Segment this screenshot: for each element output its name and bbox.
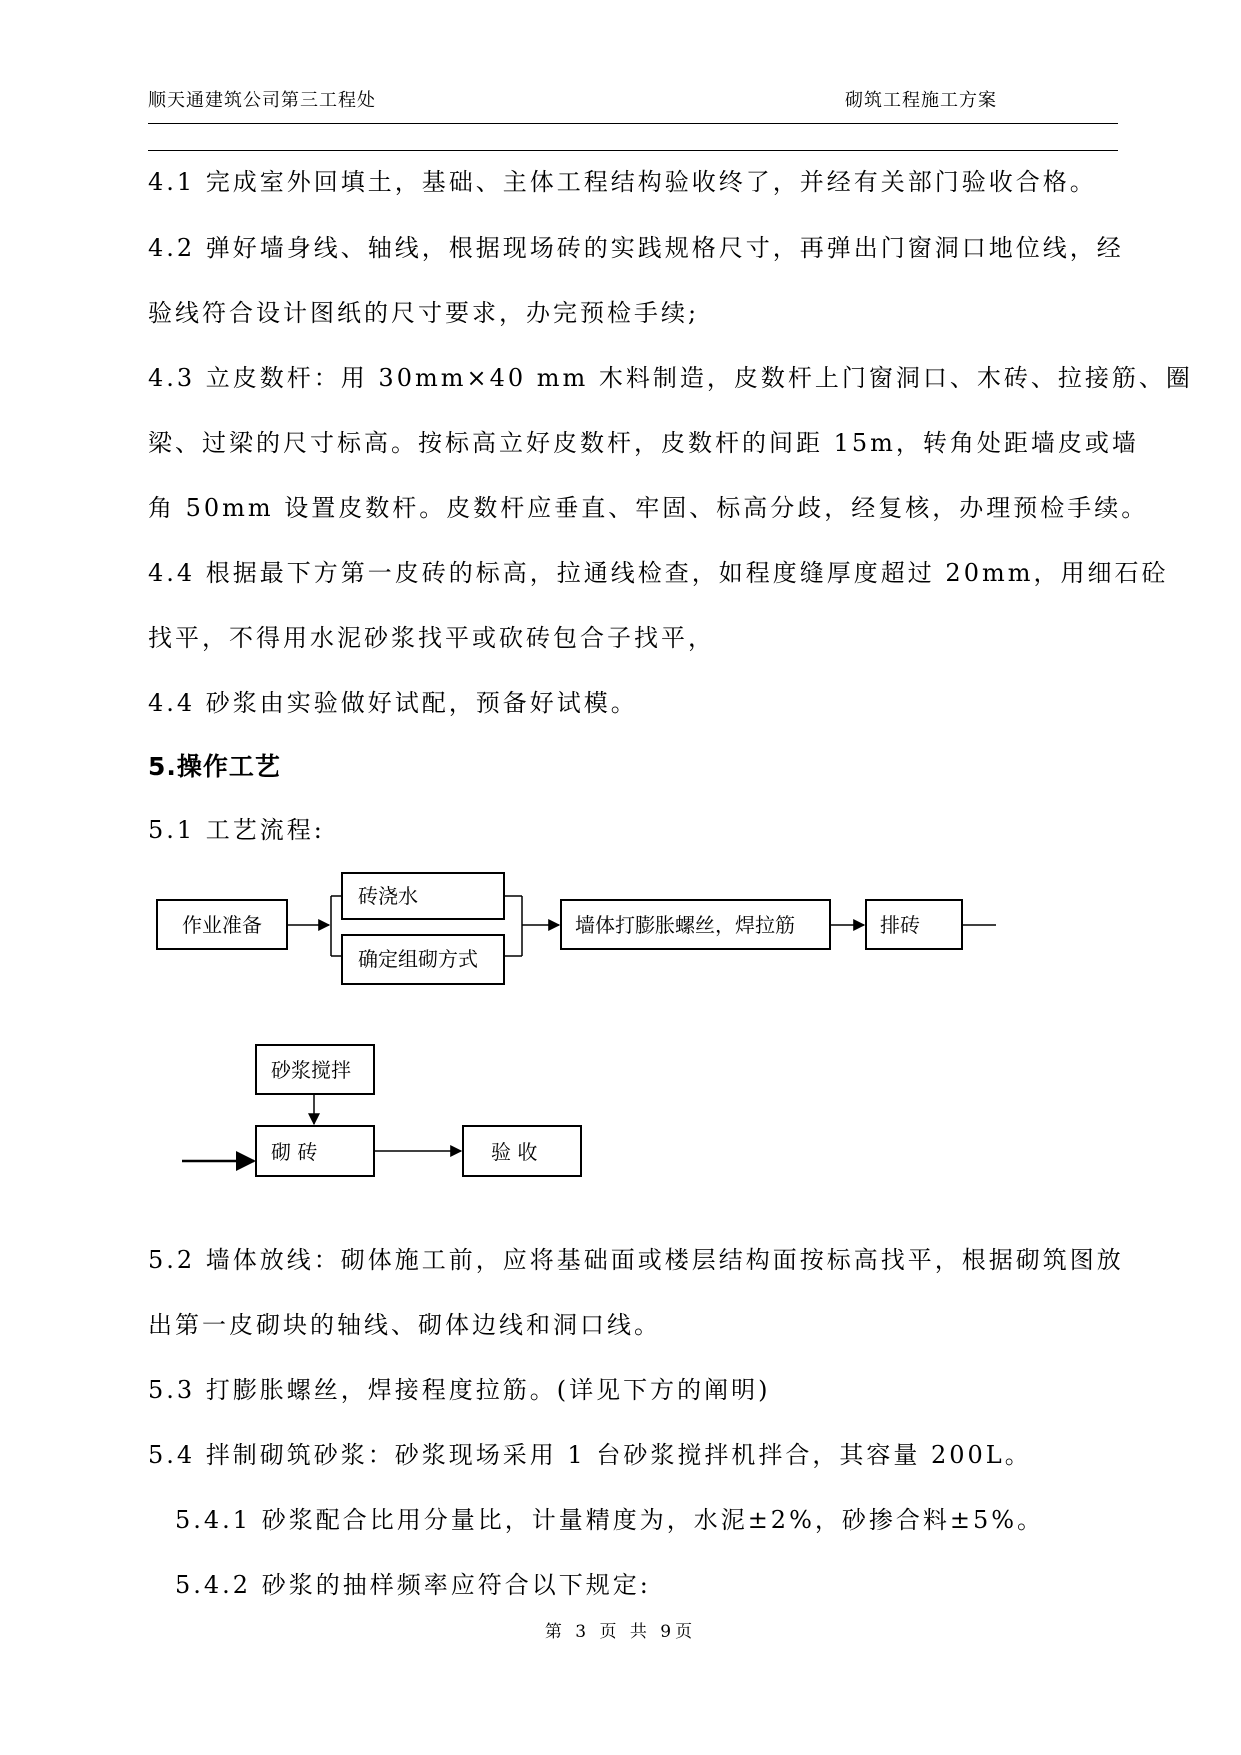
para-4-3-line2: 梁、过梁的尺寸标高。按标高立好皮数杆，皮数杆的间距 15m，转角处距墙皮或墙 (148, 429, 1139, 457)
flow-box-lay-out-bricks (866, 900, 962, 949)
flow-label-expansion-bolts: 墙体打膨胀螺丝，焊拉筋 (575, 913, 795, 937)
para-4-3-line3: 角 50mm 设置皮数杆。皮数杆应垂直、牢固、标高分歧，经复核，办理预检手续。 (148, 494, 1149, 522)
para-4-4-line2: 找平，不得用水泥砂浆找平或砍砖包合子找平， (148, 624, 715, 652)
header-right: 砌筑工程施工方案 (845, 90, 997, 111)
para-4-4b: 4.4 砂浆由实验做好试配，预备好试模。 (148, 689, 638, 717)
flow-box-mix-mortar (256, 1045, 374, 1094)
flow-box-lay-bricks (256, 1126, 374, 1176)
flow-label-mix-mortar: 砂浆搅拌 (271, 1058, 351, 1082)
flow-box-bond-pattern (342, 935, 504, 984)
flow-box-prepare (157, 900, 287, 949)
flow-label-lay-bricks: 砌 砖 (271, 1140, 318, 1164)
para-5-3: 5.3 打膨胀螺丝，焊接程度拉筋。(详见下方的阐明) (148, 1376, 771, 1404)
para-5-4-1: 5.4.1 砂浆配合比用分量比，计量精度为，水泥±2%，砂掺合料±5%。 (175, 1506, 1045, 1534)
para-4-2-line2: 验线符合设计图纸的尺寸要求，办完预检手续; (148, 299, 700, 327)
flow-box-expansion-bolts (561, 900, 830, 949)
section-5-heading: 5.操作工艺 (148, 752, 281, 781)
para-5-1: 5.1 工艺流程: (148, 816, 325, 844)
flow-label-prepare: 作业准备 (182, 913, 262, 937)
flow-label-water-bricks: 砖浇水 (358, 884, 418, 908)
para-5-4-2: 5.4.2 砂浆的抽样频率应符合以下规定: (175, 1571, 651, 1599)
page-number: 第 3 页 共 9页 (544, 1622, 697, 1642)
para-4-2-line1: 4.2 弹好墙身线、轴线，根据现场砖的实践规格尺寸，再弹出门窗洞口地位线，经 (148, 234, 1124, 262)
header-left: 顺天通建筑公司第三工程处 (148, 90, 376, 111)
para-5-4: 5.4 拌制砌筑砂浆：砂浆现场采用 1 台砂浆搅拌机拌合，其容量 200L。 (148, 1441, 1032, 1469)
para-4-1: 4.1 完成室外回填土，基础、主体工程结构验收终了，并经有关部门验收合格。 (148, 168, 1097, 196)
para-4-3-line1: 4.3 立皮数杆：用 30mm×40 mm 木料制造，皮数杆上门窗洞口、木砖、拉接筋、圈 (148, 364, 1193, 392)
flow-label-lay-out-bricks: 排砖 (880, 913, 920, 937)
flow-connectors-row2 (182, 1094, 461, 1161)
para-5-2-line1: 5.2 墙体放线：砌体施工前，应将基础面或楼层结构面按标高找平，根据砌筑图放 (148, 1246, 1124, 1274)
para-5-2-line2: 出第一皮砌块的轴线、砌体边线和洞口线。 (148, 1311, 661, 1339)
flow-label-bond-pattern: 确定组砌方式 (358, 947, 478, 971)
para-4-4-line1: 4.4 根据最下方第一皮砖的标高，拉通线检查，如程度缝厚度超过 20mm，用细石砼 (148, 559, 1169, 587)
flow-box-water-bricks (342, 873, 504, 919)
flow-box-inspection (463, 1126, 581, 1176)
flow-label-inspection: 验 收 (491, 1140, 538, 1164)
